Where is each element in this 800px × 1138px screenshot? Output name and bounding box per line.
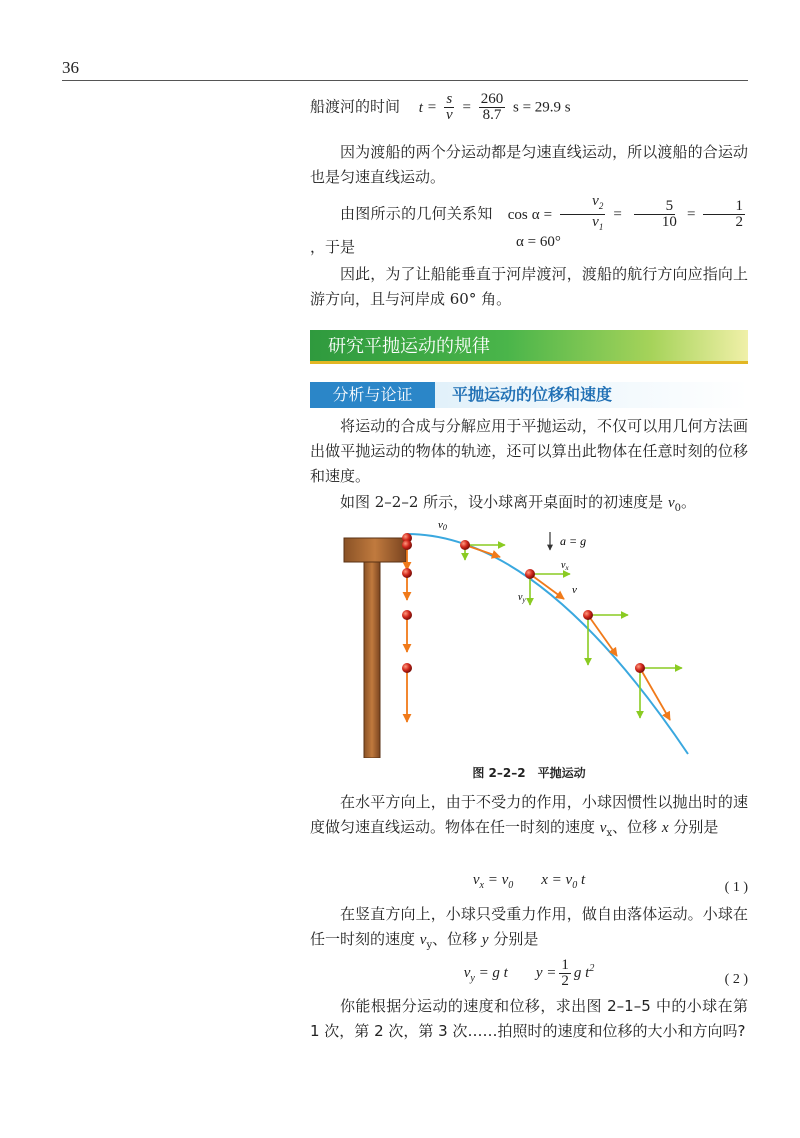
paragraph-figure-ref [310, 490, 748, 521]
v0-sub: 0 [674, 503, 681, 514]
equation-2 [310, 958, 748, 989]
eq2-frac-num: 1 [561, 957, 569, 973]
equals-4: = [686, 206, 696, 223]
eq1-x: x = v [541, 872, 573, 888]
frac-10: 10 [661, 214, 677, 230]
header-rule [62, 80, 748, 81]
vertical-text: 在竖直方向上，小球只受重力作用，做自由落体运动。小球在任一时刻的速度 [310, 905, 748, 948]
equation-1-number: ( 1 ) [724, 880, 748, 895]
label-vx: $v_x$ [561, 560, 569, 572]
fraction-v2-over-v1 [560, 194, 605, 235]
eq1-t: t [577, 872, 586, 888]
eq2-y: y = [535, 964, 557, 981]
eq1-lhs: v [472, 872, 480, 888]
frac-5: 5 [634, 199, 676, 215]
var-t: t [418, 99, 423, 116]
label-v0: v0 [438, 520, 447, 532]
vy-symbol: v [419, 932, 427, 948]
v0-symbol: v [667, 495, 675, 511]
vertical-mid: 、位移 [432, 930, 482, 948]
frac-v1: v [592, 214, 599, 230]
cos-lead: 由图所示的几何关系知 [340, 204, 493, 223]
paragraph-conclusion: 因此，为了让船能垂直于河岸渡河，渡船的航行方向应指向上游方向，且与河岸成 60° 角。 [310, 265, 748, 308]
eq1-lhs-sub: x [479, 880, 484, 891]
horizontal-end: 分别是 [668, 818, 719, 836]
eq2-frac-den: 2 [561, 973, 569, 989]
subsection-title: 平抛运动的位移和速度 [452, 385, 613, 404]
subsection-tag: 分析与论证 [310, 382, 435, 408]
equals-2: = [462, 99, 471, 116]
label-vy: $v_y$ [518, 592, 526, 604]
y-symbol: y [481, 932, 489, 948]
paragraph-vertical [310, 902, 748, 958]
paragraph-intro: 将运动的合成与分解应用于平抛运动，不仅可以用几何方法画出做平抛运动的物体的轨迹，还可以算出此物体在任意时刻的位移和速度。 [310, 417, 748, 485]
crossing-time-lead: 船渡河的时间 [310, 97, 401, 116]
frac-s: s [446, 91, 453, 107]
label-v: v [572, 584, 577, 596]
frac-v2: v [592, 193, 599, 209]
paragraph-uniform-motion: 因为渡船的两个分运动都是匀速直线运动，所以渡船的合运动也是匀速直线运动。 [310, 143, 748, 186]
alpha-result: α = 60° [516, 234, 561, 250]
fraction-5-over-10 [630, 199, 679, 230]
cos-tail: ，于是 [310, 238, 356, 256]
equation-2-number: ( 2 ) [724, 972, 748, 987]
crossing-time-line [310, 92, 748, 123]
crossing-time-result: s = 29.9 s [512, 99, 571, 116]
paragraph-question: 你能根据分运动的速度和位移，求出图 2–1–5 中的小球在第 1 次，第 2 次，第 3 次……拍照时的速度和位移的大小和方向吗? [310, 997, 748, 1040]
label-a-g: a = g [560, 534, 587, 548]
horizontal-mid: 、位移 [612, 818, 662, 836]
fraction-s-over-v [444, 92, 455, 123]
equation-1 [310, 872, 748, 891]
eq1-x-sub: 0 [572, 880, 578, 891]
frac-8-7: 8.7 [482, 107, 502, 123]
eq1-rhs: = v [483, 872, 509, 888]
eq1-v0-sub: 0 [508, 880, 514, 891]
eq2-gt: g t [573, 964, 590, 981]
cos-alpha: cos α = [507, 206, 553, 223]
figure-caption: 图 2–2–2 平抛运动 [472, 766, 586, 780]
horizontal-text: 在水平方向上，由于不受力的作用，小球因惯性以抛出时的速度做匀速直线运动。物体在任一时刻的速度 [310, 793, 748, 836]
projectile-figure [340, 520, 700, 758]
eq2-fraction [559, 958, 571, 989]
eq2-lhs-sub: y [470, 972, 475, 984]
vx-symbol: v [599, 820, 607, 836]
vy-sub: y [426, 940, 433, 951]
equals-1: = [427, 99, 437, 116]
frac-1: 1 [703, 199, 745, 215]
fraction-1-over-2 [703, 199, 745, 230]
x-symbol: x [661, 820, 669, 836]
frac-v1-sub: 1 [598, 222, 604, 232]
section-banner: 研究平抛运动的规律 [310, 330, 748, 364]
figure-ref-text: 如图 2–2–2 所示，设小球离开桌面时的初速度是 [340, 493, 668, 511]
vx-sub: x [606, 828, 613, 839]
figure-ref-end: 。 [680, 493, 696, 511]
frac-v2-sub: 2 [598, 201, 604, 211]
eq2-rhs: = g t [474, 964, 508, 981]
vertical-end: 分别是 [488, 930, 539, 948]
frac-260: 260 [480, 91, 504, 107]
frac-2: 2 [735, 214, 743, 230]
frac-v: v [446, 107, 453, 123]
paragraph-horizontal [310, 790, 748, 846]
eq2-lhs: v [463, 964, 471, 981]
page-number: 36 [62, 58, 79, 77]
eq2-sup: 2 [589, 962, 595, 974]
fraction-260-over-8-7 [479, 92, 506, 123]
equals-3: = [613, 206, 622, 223]
